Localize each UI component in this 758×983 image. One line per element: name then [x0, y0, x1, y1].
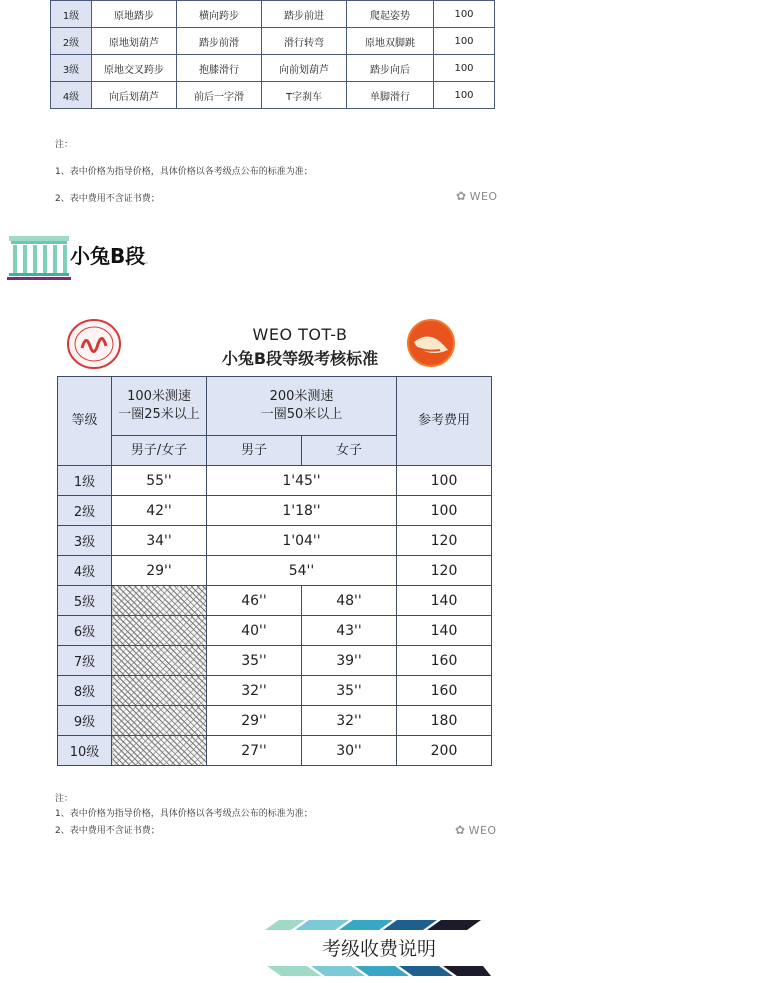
time-100m-cell: 34''	[112, 526, 207, 556]
skill-cell: 向后划葫芦	[92, 82, 177, 109]
level-cell: 7级	[58, 646, 112, 676]
skill-cell: 滑行转弯	[262, 28, 347, 55]
skill-cell: 原地交叉跨步	[92, 55, 177, 82]
time-200m-cell: 1'18''	[207, 496, 397, 526]
weo-watermark-2: ✿ WEO	[455, 823, 497, 837]
fee-cell: 100	[434, 1, 495, 28]
level-cell: 6级	[58, 616, 112, 646]
standards-table	[57, 376, 492, 766]
level-cell: 1级	[58, 466, 112, 496]
table-row	[51, 55, 495, 82]
level-cell: 8级	[58, 676, 112, 706]
hatched-cell	[112, 736, 207, 766]
table-row	[58, 736, 492, 766]
fee-cell: 200	[397, 736, 492, 766]
skill-cell: 横向跨步	[177, 1, 262, 28]
skill-cell: T字刹车	[262, 82, 347, 109]
skill-cell: 原地踏步	[92, 1, 177, 28]
fee-cell: 140	[397, 616, 492, 646]
level-cell: 2级	[58, 496, 112, 526]
note-heading-2: 注：	[55, 794, 74, 804]
hatched-cell	[112, 706, 207, 736]
fee-cell: 100	[434, 55, 495, 82]
skill-cell: 原地划葫芦	[92, 28, 177, 55]
wechat-icon: ✿	[455, 823, 466, 837]
fee-cell: 100	[434, 82, 495, 109]
hatched-cell	[112, 616, 207, 646]
level-cell: 9级	[58, 706, 112, 736]
time-male-cell: 32''	[207, 676, 302, 706]
fee-cell: 120	[397, 556, 492, 586]
fee-cell: 160	[397, 646, 492, 676]
time-female-cell: 32''	[302, 706, 397, 736]
table-row	[51, 28, 495, 55]
pillars-icon	[7, 234, 71, 282]
time-female-cell: 30''	[302, 736, 397, 766]
time-male-cell: 29''	[207, 706, 302, 736]
time-200m-cell: 1'04''	[207, 526, 397, 556]
table-row	[58, 676, 492, 706]
level-cell: 5级	[58, 586, 112, 616]
table-row	[58, 586, 492, 616]
table-row	[58, 556, 492, 586]
skill-cell: 爬起姿势	[347, 1, 434, 28]
poster-title: WEO TOT-B	[252, 325, 348, 344]
fee-cell: 100	[397, 466, 492, 496]
fee-cell: 140	[397, 586, 492, 616]
table-row	[51, 82, 495, 109]
skill-cell: 原地双脚跳	[347, 28, 434, 55]
level-cell: 10级	[58, 736, 112, 766]
table-row	[58, 526, 492, 556]
header-speed-200m: 200米测速 一圈50米以上	[207, 377, 397, 436]
fee-cell: 160	[397, 676, 492, 706]
note-line-1: 1、表中价格为指导价格，具体价格以各考级点公布的标准为准；	[55, 167, 313, 177]
note-line-2: 2、表中费用不含证书费；	[55, 194, 160, 204]
skill-cell: 踏步前滑	[177, 28, 262, 55]
fee-cell: 120	[397, 526, 492, 556]
time-male-cell: 27''	[207, 736, 302, 766]
note-line-1-2: 1、表中价格为指导价格，具体价格以各考级点公布的标准为准；	[55, 809, 313, 819]
hatched-cell	[112, 676, 207, 706]
header-male-female: 男子/女子	[112, 436, 207, 466]
association-seal-icon	[66, 318, 122, 370]
skill-cell: 向前划葫芦	[262, 55, 347, 82]
level-cell: 3级	[51, 55, 92, 82]
fee-cell: 180	[397, 706, 492, 736]
time-200m-cell: 1'45''	[207, 466, 397, 496]
time-100m-cell: 55''	[112, 466, 207, 496]
header-male: 男子	[207, 436, 302, 466]
hatched-cell	[112, 586, 207, 616]
skill-cell: 抱膝滑行	[177, 55, 262, 82]
level-items-table	[50, 0, 495, 109]
skill-cell: 踏步向后	[347, 55, 434, 82]
time-male-cell: 35''	[207, 646, 302, 676]
time-female-cell: 48''	[302, 586, 397, 616]
note-line-2-2: 2、表中费用不含证书费；	[55, 826, 160, 836]
time-100m-cell: 29''	[112, 556, 207, 586]
level-cell: 4级	[58, 556, 112, 586]
level-cell: 2级	[51, 28, 92, 55]
hatched-cell	[112, 646, 207, 676]
skill-cell: 前后一字滑	[177, 82, 262, 109]
table-row	[58, 496, 492, 526]
level-cell: 3级	[58, 526, 112, 556]
time-200m-cell: 54''	[207, 556, 397, 586]
header-level: 等级	[58, 377, 112, 466]
level-cell: 4级	[51, 82, 92, 109]
section-title: 小兔B段。	[70, 244, 153, 268]
time-100m-cell: 42''	[112, 496, 207, 526]
skill-cell: 踏步前进	[262, 1, 347, 28]
time-male-cell: 46''	[207, 586, 302, 616]
time-male-cell: 40''	[207, 616, 302, 646]
table-row	[58, 646, 492, 676]
time-female-cell: 39''	[302, 646, 397, 676]
level-cell: 1级	[51, 1, 92, 28]
header-fee: 参考费用	[397, 377, 492, 466]
table-row	[58, 466, 492, 496]
table-row	[51, 1, 495, 28]
note-heading: 注：	[55, 140, 74, 150]
fee-cell: 100	[397, 496, 492, 526]
skill-cell: 单脚滑行	[347, 82, 434, 109]
wechat-icon: ✿	[456, 189, 467, 203]
table-row	[58, 616, 492, 646]
header-speed-100m: 100米测速 一圈25米以上	[112, 377, 207, 436]
time-female-cell: 43''	[302, 616, 397, 646]
weo-watermark: ✿ WEO	[456, 189, 498, 203]
header-female: 女子	[302, 436, 397, 466]
time-female-cell: 35''	[302, 676, 397, 706]
footer-title: 考级收费说明	[321, 938, 436, 960]
fee-cell: 100	[434, 28, 495, 55]
poster-subtitle: 小兔B段等级考核标准	[221, 349, 379, 368]
table-row	[58, 706, 492, 736]
